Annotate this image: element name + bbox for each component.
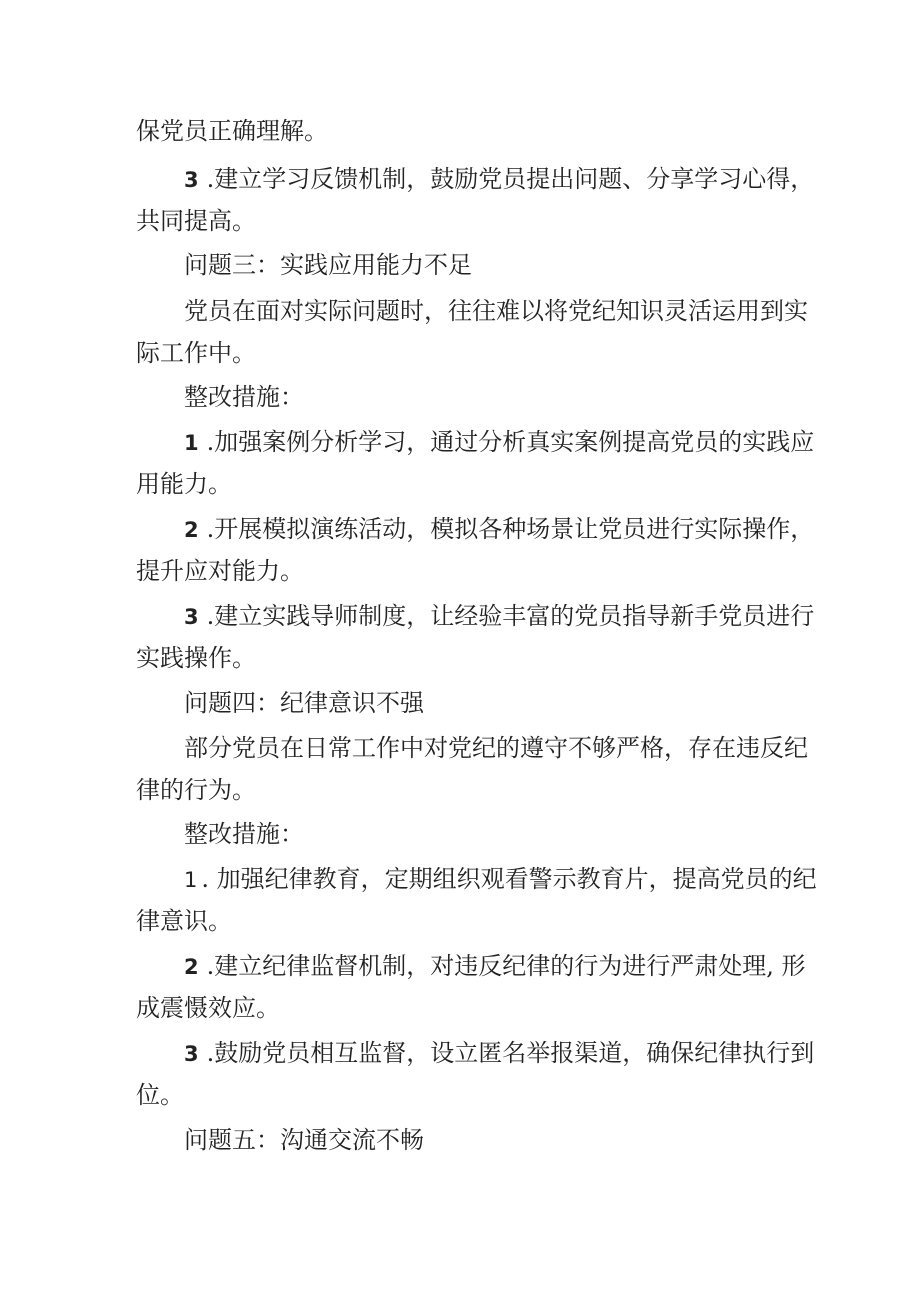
issue-heading-5: 问题五：沟通交流不畅 (184, 1126, 424, 1154)
list-item-2-line-1: 2 .开展模拟演练活动，模拟各种场景让党员进行实际操作， (184, 515, 815, 543)
list-item-2-line-2: 成震慑效应。 (136, 994, 280, 1022)
list-item-3-line-1: 3 .鼓励党员相互监督，设立匿名举报渠道，确保纪律执行到 (184, 1039, 815, 1067)
list-item-3-line-2: 实践操作。 (136, 644, 256, 672)
issue-4-description-line-2: 律的行为。 (136, 776, 256, 804)
list-number: 2 (184, 955, 199, 979)
list-item-2-line-2: 提升应对能力。 (136, 557, 304, 585)
list-number: 3 (184, 168, 199, 192)
issue-4-description-line-1: 部分党员在日常工作中对党纪的遵守不够严格，存在违反纪 (184, 734, 808, 762)
list-number: 1 (184, 868, 198, 892)
list-item-3-line-1: 3 .建立学习反馈机制，鼓励党员提出问题、分享学习心得， (184, 165, 815, 193)
issue-heading-4: 问题四：纪律意识不强 (184, 689, 424, 717)
paragraph-continuation: 保党员正确理解。 (136, 117, 328, 145)
list-item-1-line-1: 1 . 加强纪律教育，定期组织观看警示教育片，提高党员的纪 (184, 865, 817, 893)
measures-heading: 整改措施： (184, 820, 304, 848)
measures-heading: 整改措施： (184, 383, 304, 411)
list-number: 1 (184, 431, 199, 455)
list-number: 3 (184, 605, 199, 629)
list-item-3-line-2: 共同提高。 (136, 207, 256, 235)
list-number: 3 (184, 1042, 199, 1066)
issue-heading-3: 问题三：实践应用能力不足 (184, 251, 472, 279)
issue-3-description-line-2: 际工作中。 (136, 339, 256, 367)
list-item-3-line-2: 位。 (136, 1081, 184, 1109)
list-item-1-line-1: 1 .加强案例分析学习，通过分析真实案例提高党员的实践应 (184, 428, 815, 456)
list-item-1-line-2: 用能力。 (136, 470, 232, 498)
list-item-3-line-1: 3 .建立实践导师制度，让经验丰富的党员指导新手党员进行 (184, 602, 815, 630)
issue-3-description-line-1: 党员在面对实际问题时，往往难以将党纪知识灵活运用到实 (184, 297, 808, 325)
list-item-1-line-2: 律意识。 (136, 907, 232, 935)
list-item-2-line-1: 2 .建立纪律监督机制，对违反纪律的行为进行严肃处理, 形 (184, 952, 806, 980)
list-number: 2 (184, 518, 199, 542)
